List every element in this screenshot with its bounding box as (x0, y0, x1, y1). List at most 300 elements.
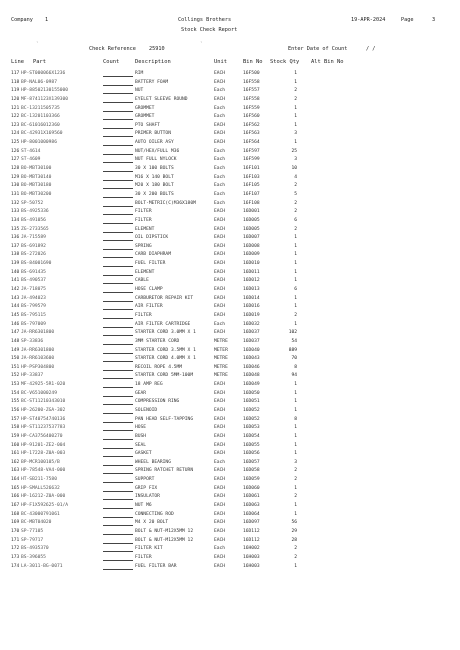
table-row (0, 424, 460, 433)
line-number: 130 (11, 183, 19, 189)
stock-qty: 1 (294, 451, 297, 457)
line-number: 173 (11, 554, 19, 560)
stock-qty: 1 (294, 563, 297, 569)
part-number: BS-797009 (21, 321, 46, 327)
part-number: BS-491056 (21, 217, 46, 223)
unit: Each (214, 105, 226, 111)
count-entry-field[interactable] (103, 537, 133, 544)
company-label: Company (11, 17, 33, 23)
part-number: SP-50752 (21, 200, 44, 206)
description: CABLE (135, 278, 149, 284)
part-number: BS-799579 (21, 304, 46, 310)
part-number: LA-3011-BG-0071 (21, 563, 63, 569)
bin-number: 16F599 (243, 157, 260, 163)
table-row (0, 407, 460, 416)
line-number: 123 (11, 122, 19, 128)
unit: EACH (214, 252, 226, 258)
count-entry-field[interactable] (103, 364, 133, 371)
check-reference-label: Check Reference (89, 46, 136, 52)
count-entry-field[interactable] (103, 182, 133, 189)
stock-qty: 1 (294, 407, 297, 413)
line-number: 168 (11, 511, 19, 517)
unit: EACH (214, 295, 226, 301)
part-number: SP-33836 (21, 338, 44, 344)
count-entry-field[interactable] (103, 424, 133, 431)
bin-number: 16D054 (243, 433, 260, 439)
unit: EACH (214, 520, 226, 526)
part-number: HP-33837 (21, 373, 44, 379)
company-number: 1 (45, 17, 49, 23)
count-entry-field[interactable] (103, 312, 133, 319)
unit: EACH (214, 226, 226, 232)
line-number: 139 (11, 261, 19, 267)
unit: EACH (214, 416, 226, 422)
count-entry-field[interactable] (103, 139, 133, 146)
part-number: BO-MBT30140 (21, 174, 52, 180)
unit: EACH (214, 511, 226, 517)
unit: EACH (214, 390, 226, 396)
stock-qty: 29 (291, 528, 297, 534)
bin-number: 16F101 (243, 166, 260, 172)
unit: Each (214, 191, 226, 197)
count-entry-field[interactable] (103, 113, 133, 120)
count-entry-field[interactable] (103, 243, 133, 250)
count-entry-field[interactable] (103, 295, 133, 302)
description: BOLT-METRIC(C)M36X180M (135, 200, 196, 206)
count-entry-field[interactable] (103, 502, 133, 509)
count-entry-field[interactable] (103, 70, 133, 77)
table-row (0, 433, 460, 442)
line-number: 120 (11, 96, 19, 102)
bin-number: 16D058 (243, 468, 260, 474)
table-row (0, 191, 460, 200)
count-entry-field[interactable] (103, 200, 133, 207)
table-row (0, 269, 460, 278)
bin-number: 16D049 (243, 382, 260, 388)
bin-number: 16D059 (243, 477, 260, 483)
table-row (0, 493, 460, 502)
count-entry-field[interactable] (103, 174, 133, 181)
count-entry-field[interactable] (103, 191, 133, 198)
unit: EACH (214, 468, 226, 474)
count-entry-field[interactable] (103, 467, 133, 474)
count-entry-field[interactable] (103, 277, 133, 284)
description: FILTER (135, 312, 152, 318)
count-entry-field[interactable] (103, 321, 133, 328)
line-number: 145 (11, 312, 19, 318)
stock-qty: 1 (294, 390, 297, 396)
table-row (0, 355, 460, 364)
stock-qty: 5 (294, 191, 297, 197)
line-number: 163 (11, 468, 19, 474)
description: NUT M6 (135, 503, 152, 509)
count-entry-field[interactable] (103, 260, 133, 267)
count-entry-field[interactable] (103, 476, 133, 483)
bin-number: 16F564 (243, 140, 260, 146)
count-entry-field[interactable] (103, 355, 133, 362)
table-row (0, 105, 460, 114)
unit: EACH (214, 433, 226, 439)
unit: EACH (214, 442, 226, 448)
unit: METRE (214, 338, 228, 344)
line-number: 128 (11, 166, 19, 172)
part-number: BC-13211505735 (21, 105, 60, 111)
count-entry-field[interactable] (103, 398, 133, 405)
line-number: 137 (11, 243, 19, 249)
table-row (0, 398, 460, 407)
table-row (0, 321, 460, 330)
unit: Each (214, 546, 226, 552)
count-entry-field[interactable] (103, 511, 133, 518)
table-row (0, 476, 460, 485)
description: BUSH (135, 433, 147, 439)
table-row (0, 260, 460, 269)
col-count: Count (103, 59, 120, 65)
stock-qty: 102 (288, 330, 297, 336)
description: PRIMER BUTTON (135, 131, 171, 137)
unit: METRE (214, 356, 228, 362)
count-entry-field[interactable] (103, 519, 133, 526)
count-entry-field[interactable] (103, 79, 133, 86)
table-row (0, 347, 460, 356)
stock-qty: 2 (294, 88, 297, 94)
bin-number: 16F105 (243, 183, 260, 189)
unit: Each (214, 88, 226, 94)
line-number: 152 (11, 373, 19, 379)
count-entry-field[interactable] (103, 234, 133, 241)
part-number: BP-NAL06-0987 (21, 79, 57, 85)
line-number: 155 (11, 399, 19, 405)
line-number: 135 (11, 226, 19, 232)
bin-number: 16D060 (243, 485, 260, 491)
part-number: BS-691435 (21, 269, 46, 275)
bin-number: 16D016 (243, 304, 260, 310)
bin-number: 16D037 (243, 330, 260, 336)
line-number: 117 (11, 71, 19, 76)
line-number: 134 (11, 217, 19, 223)
check-reference-value: 25910 (149, 46, 165, 52)
unit: EACH (214, 269, 226, 275)
stock-qty: 1 (294, 140, 297, 146)
unit: METRE (214, 373, 228, 379)
count-entry-field[interactable] (103, 347, 133, 354)
line-number: 170 (11, 528, 19, 534)
count-entry-field[interactable] (103, 493, 133, 500)
description: FILTER (135, 209, 152, 215)
part-number: BS-691892 (21, 243, 46, 249)
line-number: 171 (11, 537, 19, 543)
description: WHEEL BEARING (135, 459, 171, 465)
count-entry-field[interactable] (103, 165, 133, 172)
unit: EACH (214, 537, 226, 543)
count-entry-field[interactable] (103, 528, 133, 535)
bin-number: 16F562 (243, 122, 260, 128)
table-row (0, 122, 460, 131)
part-number: HP-ST40754740136 (21, 416, 66, 422)
table-row (0, 467, 460, 476)
count-entry-field[interactable] (103, 554, 133, 561)
description: FUEL FILTER (135, 261, 166, 267)
description: ELEMENT (135, 226, 155, 232)
description: SUPPORT (135, 477, 155, 483)
bin-number: 16F107 (243, 191, 260, 197)
count-entry-field[interactable] (103, 563, 133, 570)
description: RIM (135, 71, 144, 76)
bin-number: 16H003 (243, 554, 260, 560)
unit: EACH (214, 563, 226, 569)
bin-number: 16D052 (243, 407, 260, 413)
unit: EACH (214, 131, 226, 137)
description: AIR FILTER CARTRIDGE (135, 321, 191, 327)
stock-qty: 54 (291, 338, 297, 344)
count-entry-field[interactable] (103, 372, 133, 379)
description: 3MM STARTER CORD (135, 338, 180, 344)
count-entry-field[interactable] (103, 208, 133, 215)
unit: EACH (214, 330, 226, 336)
stock-qty: 1 (294, 252, 297, 258)
stock-rows (0, 70, 460, 571)
part-number: JA-718075 (21, 287, 46, 293)
part-number: SP-79717 (21, 537, 44, 543)
part-number: BS-4925336 (21, 209, 49, 215)
table-row (0, 87, 460, 96)
stock-qty: 1 (294, 425, 297, 431)
description: EYELET SLEEVE ROUND (135, 96, 188, 102)
count-entry-field[interactable] (103, 450, 133, 457)
line-number: 169 (11, 520, 19, 526)
count-entry-field[interactable] (103, 416, 133, 423)
stock-qty: 2 (294, 200, 297, 206)
count-entry-field[interactable] (103, 156, 133, 163)
description: 30 X 100 BOLTS (135, 166, 174, 172)
unit: Each (214, 174, 226, 180)
count-entry-field[interactable] (103, 303, 133, 310)
count-entry-field[interactable] (103, 269, 133, 276)
table-row (0, 381, 460, 390)
part-number: BS-84001690 (21, 261, 52, 267)
table-row (0, 329, 460, 338)
line-number: 121 (11, 105, 19, 111)
unit: EACH (214, 554, 226, 560)
line-number: 147 (11, 330, 19, 336)
description: BOLT & NUT-M12X5MM 12 (135, 528, 194, 534)
count-entry-field[interactable] (103, 329, 133, 336)
unit: EACH (214, 79, 226, 85)
bin-number: 16D005 (243, 217, 260, 223)
unit: Each (214, 321, 226, 327)
stock-qty: 3 (294, 459, 297, 465)
line-number: 148 (11, 338, 19, 344)
bin-number: 16D097 (243, 520, 260, 526)
unit: EACH (214, 235, 226, 241)
part-number: ST-4614 (21, 148, 41, 154)
bin-number: 16D053 (243, 425, 260, 431)
description: GROMMET (135, 114, 155, 120)
unit: EACH (214, 243, 226, 249)
line-number: 133 (11, 209, 19, 215)
table-row (0, 96, 460, 105)
count-entry-field[interactable] (103, 381, 133, 388)
part-number: HP-F1X592625-01/A (21, 503, 69, 509)
count-entry-field[interactable] (103, 122, 133, 129)
bin-number: 16D008 (243, 243, 260, 249)
part-number: BO-MBT30200 (21, 191, 52, 197)
table-row (0, 511, 460, 520)
stock-qty: 889 (288, 347, 297, 353)
count-entry-field[interactable] (103, 148, 133, 155)
line-number: 149 (11, 347, 19, 353)
count-entry-field[interactable] (103, 217, 133, 224)
unit: Each (214, 114, 226, 120)
table-row (0, 295, 460, 304)
unit: EACH (214, 71, 226, 76)
count-entry-field[interactable] (103, 286, 133, 293)
part-number: HP-16212-Z0A-000 (21, 494, 66, 500)
part-number: HP-91201-ZE2-004 (21, 442, 66, 448)
table-row (0, 519, 460, 528)
bin-number: 16F597 (243, 148, 260, 154)
part-number: BC-ST11210343010 (21, 399, 66, 405)
count-entry-field[interactable] (103, 433, 133, 440)
line-number: 132 (11, 200, 19, 206)
bin-number: 16D019 (243, 312, 260, 318)
bin-number: 16D056 (243, 451, 260, 457)
table-row (0, 79, 460, 88)
stock-qty: 1 (294, 71, 297, 76)
description: HOSE CLAMP (135, 287, 163, 293)
stock-qty: 2 (294, 209, 297, 215)
bin-number: 16F500 (243, 71, 260, 76)
count-entry-field[interactable] (103, 407, 133, 414)
part-number: BC-43000791061 (21, 511, 60, 517)
bin-number: 16D050 (243, 390, 260, 396)
table-row (0, 251, 460, 260)
unit: Each (214, 200, 226, 206)
unit: EACH (214, 485, 226, 491)
line-number: 146 (11, 321, 19, 327)
stock-qty: 1 (294, 382, 297, 388)
unit: EACH (214, 209, 226, 215)
count-entry-field[interactable] (103, 338, 133, 345)
count-entry-field[interactable] (103, 485, 133, 492)
description: RECOIL ROPE 4.5MM (135, 364, 183, 370)
line-number: 138 (11, 252, 19, 258)
table-row (0, 156, 460, 165)
line-number: 174 (11, 563, 19, 569)
unit: EACH (214, 312, 226, 318)
table-row (0, 364, 460, 373)
table-row (0, 182, 460, 191)
description: STARTER CORD 4.0MM X 1 (135, 356, 196, 362)
table-row (0, 113, 460, 122)
part-number: ZG-2733565 (21, 226, 49, 232)
description: ELEMENT (135, 269, 155, 275)
part-number: BO-MBT30180 (21, 183, 52, 189)
table-row (0, 338, 460, 347)
part-number: JA-RR6301800 (21, 330, 55, 336)
count-entry-field[interactable] (103, 130, 133, 137)
bin-number: 16F108 (243, 200, 260, 206)
count-entry-field[interactable] (103, 87, 133, 94)
stock-qty: 6 (294, 287, 297, 293)
table-row (0, 208, 460, 217)
description: GEAR (135, 390, 147, 396)
part-number: HP-SMALL526632 (21, 485, 60, 491)
bin-number: 16F558 (243, 96, 260, 102)
line-number: 156 (11, 407, 19, 413)
column-headers (0, 59, 460, 67)
count-entry-field[interactable] (103, 442, 133, 449)
table-row (0, 416, 460, 425)
line-number: 131 (11, 191, 19, 197)
table-row (0, 372, 460, 381)
bin-number: 16D010 (243, 261, 260, 267)
part-number: HP-78548-VA4-000 (21, 468, 66, 474)
part-number: MF-42925-5R1-020 (21, 382, 66, 388)
part-number: BC-61016012360 (21, 122, 60, 128)
description: BOLT & NUT-M12X5MM 12 (135, 537, 194, 543)
description: AIR FILTER (135, 304, 163, 310)
line-number: 118 (11, 79, 19, 85)
table-row (0, 165, 460, 174)
part-number: JA-715589 (21, 235, 46, 241)
stock-qty: 1 (294, 295, 297, 301)
stock-qty: 8 (294, 364, 297, 370)
count-entry-field[interactable] (103, 96, 133, 103)
description: SEAL (135, 442, 147, 448)
count-entry-field[interactable] (103, 390, 133, 397)
stock-qty: 2 (294, 183, 297, 189)
count-entry-field[interactable] (103, 226, 133, 233)
table-row (0, 174, 460, 183)
part-number: HP-17228-Z0A-003 (21, 451, 66, 457)
line-number: 159 (11, 433, 19, 439)
unit: EACH (214, 494, 226, 500)
company-name: Collings Brothers (178, 17, 232, 23)
line-number: 150 (11, 356, 19, 362)
table-row (0, 459, 460, 468)
table-row (0, 545, 460, 554)
unit: Each (214, 148, 226, 154)
description: GROMMET (135, 105, 155, 111)
count-entry-field[interactable] (103, 545, 133, 552)
line-number: 165 (11, 485, 19, 491)
stock-qty: 94 (291, 373, 297, 379)
stock-qty: 28 (291, 537, 297, 543)
table-row (0, 277, 460, 286)
stock-qty: 70 (291, 356, 297, 362)
description: M20 X 180 BOLT (135, 183, 174, 189)
part-number: JA-494023 (21, 295, 46, 301)
description: CARB DIAPHRAM (135, 252, 171, 258)
part-number: HP-ST11237537783 (21, 425, 66, 431)
bin-number: 16D014 (243, 295, 260, 301)
line-number: 167 (11, 503, 19, 509)
table-row (0, 450, 460, 459)
line-number: 157 (11, 416, 19, 422)
count-entry-field[interactable] (103, 251, 133, 258)
count-entry-field[interactable] (103, 459, 133, 466)
stock-qty: 1 (294, 321, 297, 327)
bin-number: 16F559 (243, 105, 260, 111)
bin-number: 16D037 (243, 338, 260, 344)
bin-number: 16D057 (243, 459, 260, 465)
bin-number: 16D055 (243, 442, 260, 448)
line-number: 129 (11, 174, 19, 180)
part-number: ST-4609 (21, 157, 41, 163)
count-entry-field[interactable] (103, 105, 133, 112)
line-number: 160 (11, 442, 19, 448)
